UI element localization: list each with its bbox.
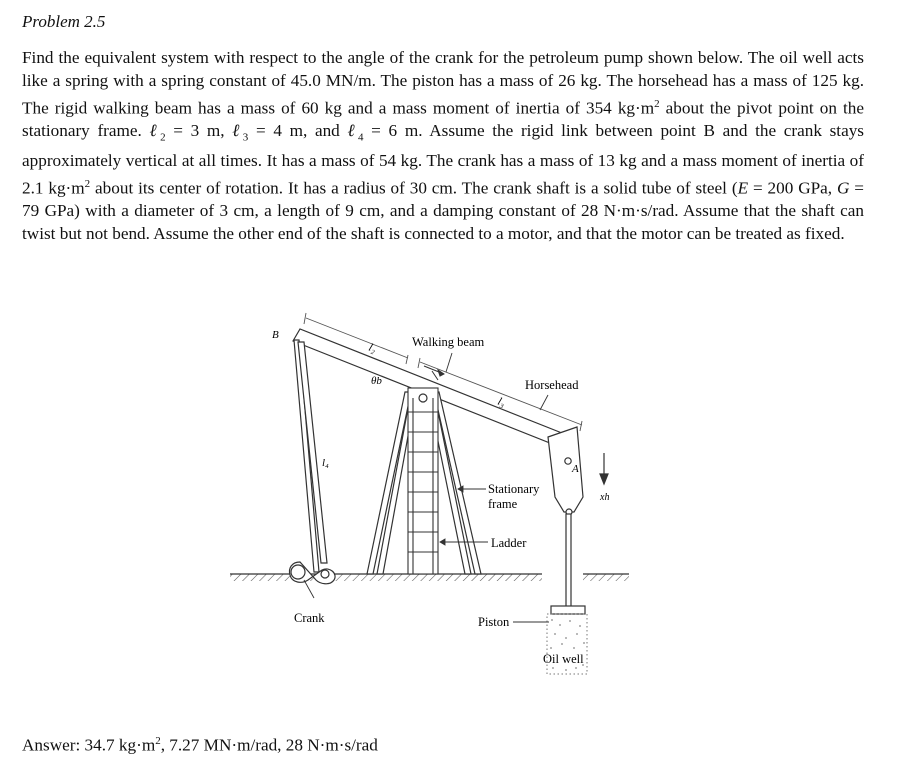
label-l3: l₃ xyxy=(495,395,507,410)
label-walking-beam: Walking beam xyxy=(412,335,485,349)
label-horsehead: Horsehead xyxy=(525,378,579,392)
label-piston: Piston xyxy=(478,615,510,629)
label-stationary: Stationary xyxy=(488,482,540,496)
piston-rod xyxy=(551,514,585,614)
label-ladder: Ladder xyxy=(491,536,527,550)
problem-title: Problem 2.5 xyxy=(22,12,106,31)
label-frame: frame xyxy=(488,497,518,511)
xh-arrow xyxy=(600,453,608,484)
label-crank: Crank xyxy=(294,611,325,625)
theta-arrows xyxy=(424,366,444,380)
label-xh: xh xyxy=(600,492,610,503)
ladder xyxy=(408,388,438,574)
answer-line: Answer: 34.7 $kg\cdot m^2$, 7.27 MN·m/rad, 28 N·m·s/rad xyxy=(22,735,378,755)
label-l2: l₂ xyxy=(366,341,378,356)
problem-statement: Find the equivalent system with respect to the angle of the crank for the petroleum pump shown below. The oil well acts like a spring with a spring constant of 45.0 MN/m. The piston has a mass of 26 kg. The horsehead has a mass of 125 kg. The rigid walking beam has a mass of 60 kg and a mass moment of inertia of 354 $kg\cdot m^2$ about the pivot point on the stationary frame. ℓ$_2$ = 3 m, ℓ$_3$ = 4 m, and ℓ$_4$ = 6 m. Assume the rigid link between point B and the crank stays approximately vertical at all times. It has a mass of 54 kg. The crank has a mass of 13 kg and a mass moment of inertia of 2.1 $kg\cdot m^2$ about its center of rotation. It has a radius of 30 cm. The crank shaft is a solid tube of steel (E = 200 GPa, G = 79 GPa) with a diameter of 3 cm, a length of 9 cm, and a damping constant of 28 N·m·s/rad. Assume that the shaft can twist but not bend. Assume the other end of the shaft is connected to a motor, and that the motor can be treated as fixed. xyxy=(22,48,864,244)
label-oil-well: Oil well xyxy=(543,652,584,666)
label-a: A xyxy=(572,463,579,475)
label-theta: θb xyxy=(371,375,382,387)
label-b: B xyxy=(272,329,279,341)
pivot xyxy=(419,394,427,402)
link-rod xyxy=(294,340,327,572)
label-l4: l₄ xyxy=(322,457,329,469)
